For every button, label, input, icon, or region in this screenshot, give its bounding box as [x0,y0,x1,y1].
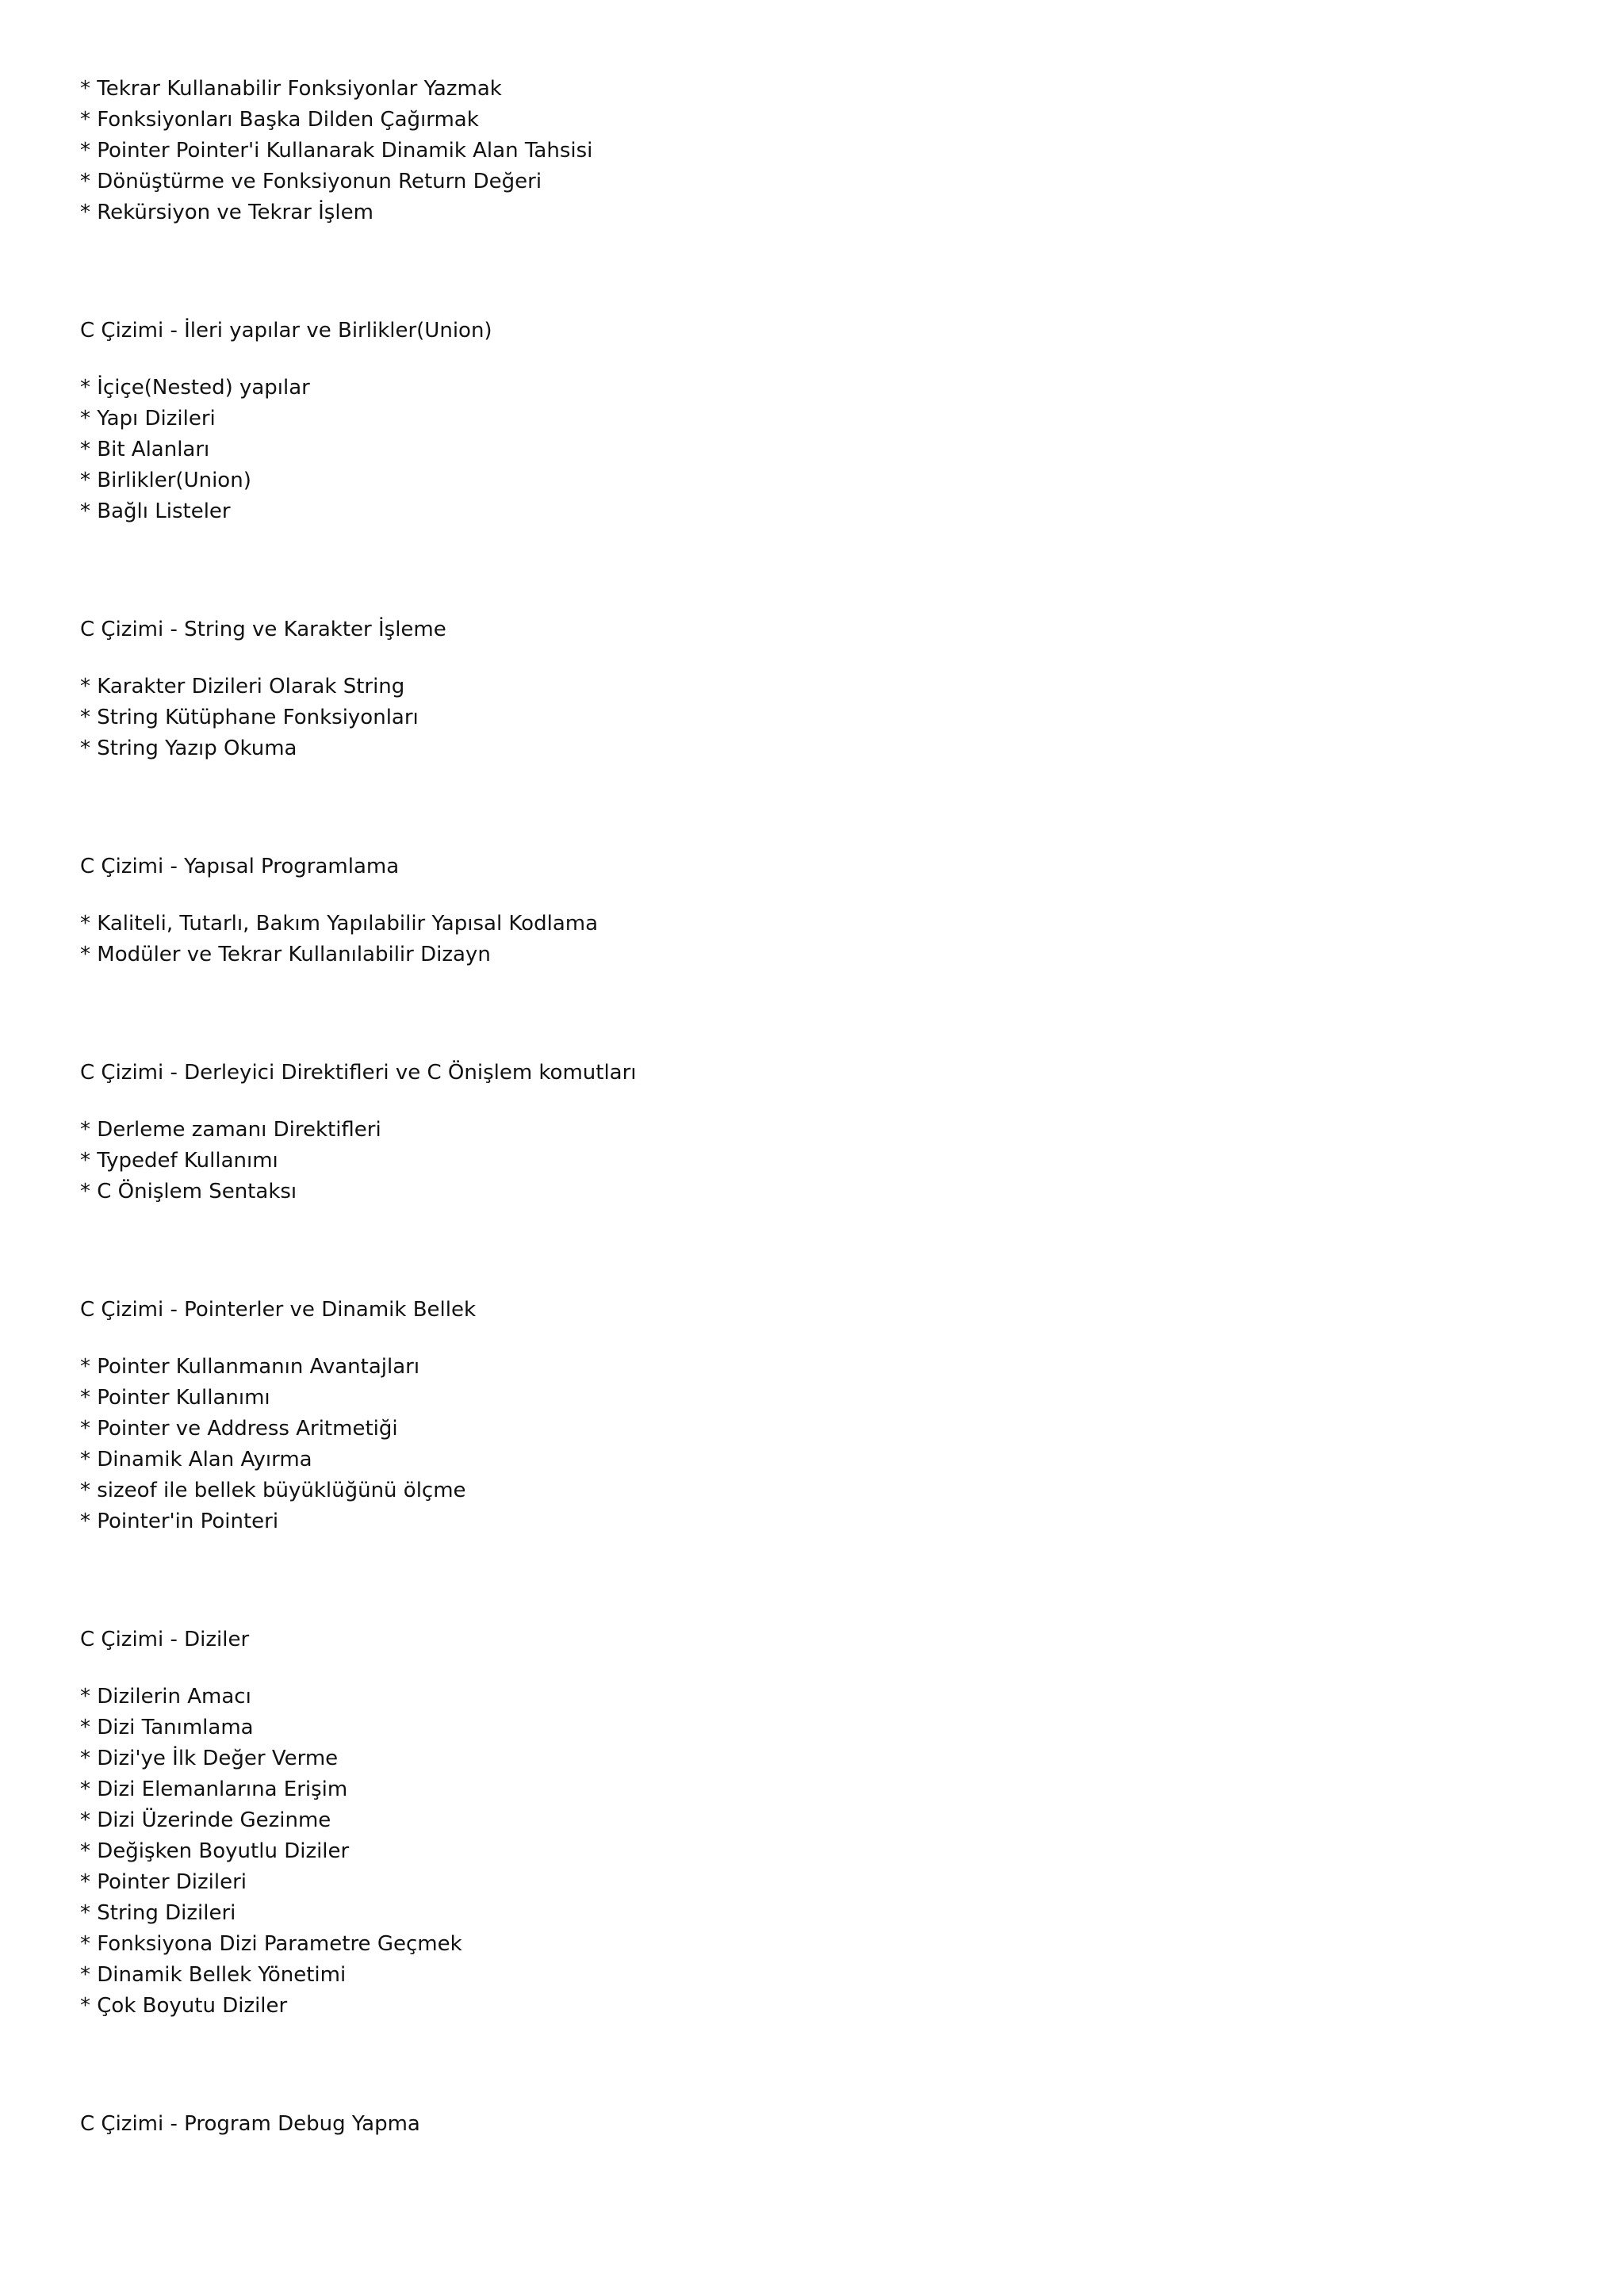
list-item: * Dönüştürme ve Fonksiyonun Return Değeri [80,170,542,193]
list-item: * Modüler ve Tekrar Kullanılabilir Dizayn [80,943,491,966]
list-item: * String Kütüphane Fonksiyonları [80,706,419,729]
section-debugging [80,2109,1547,2140]
list-item: * sizeof ile bellek büyüklüğünü ölçme [80,1479,466,1502]
section-structured-programming [80,851,1547,970]
list-item: * Dizi Tanımlama [80,1716,254,1739]
list-item: * String Yazıp Okuma [80,737,297,760]
list-item: * Dinamik Alan Ayırma [80,1448,312,1471]
list-item: * İçiçe(Nested) yapılar [80,376,310,400]
section-advanced-structures [80,316,1547,527]
list-item: * String Dizileri [80,1901,236,1925]
list-item: * Dizi Üzerinde Gezinme [80,1808,331,1832]
list-item: * Fonksiyonları Başka Dilden Çağırmak [80,108,479,132]
section-title: C Çizimi - İleri yapılar ve Birlikler(Union) [80,319,492,342]
list-item: * Çok Boyutu Diziler [80,1994,288,2018]
section-compiler-directives [80,1058,1547,1207]
list-item: * Bağlı Listeler [80,499,231,523]
list-item: * Dizi Elemanlarına Erişim [80,1777,348,1801]
section-title: C Çizimi - Program Debug Yapma [80,2112,420,2136]
list-item: * Derleme zamanı Direktifleri [80,1118,381,1142]
section-pointers [80,1295,1547,1537]
list-item: * Fonksiyona Dizi Parametre Geçmek [80,1932,462,1956]
section-title: C Çizimi - String ve Karakter İşleme [80,618,446,641]
list-item: * Rekürsiyon ve Tekrar İşlem [80,201,373,224]
list-item: * Bit Alanları [80,438,210,461]
list-item: * Karakter Dizileri Olarak String [80,675,405,698]
list-item: * Pointer Kullanımı [80,1386,270,1410]
section-title: C Çizimi - Yapısal Programlama [80,855,400,878]
section-arrays [80,1624,1547,2022]
section-title: C Çizimi - Pointerler ve Dinamik Bellek [80,1298,477,1322]
list-item: * Değişken Boyutlu Diziler [80,1839,350,1863]
list-item: * C Önişlem Sentaksı [80,1180,297,1203]
list-item: * Typedef Kullanımı [80,1149,278,1173]
list-item: * Pointer Kullanmanın Avantajları [80,1355,420,1379]
list-item: * Dinamik Bellek Yönetimi [80,1963,347,1987]
list-item: * Kaliteli, Tutarlı, Bakım Yapılabilir Yapısal Kodlama [80,912,599,936]
intro-list [80,74,1547,228]
list-item: * Yapı Dizileri [80,407,216,430]
list-item: * Pointer Pointer'i Kullanarak Dinamik Alan Tahsisi [80,139,593,163]
document-page [80,74,1547,2140]
section-title: C Çizimi - Diziler [80,1628,250,1651]
list-item: * Pointer Dizileri [80,1870,247,1894]
list-item: * Pointer ve Address Aritmetiği [80,1417,398,1441]
section-title: C Çizimi - Derleyici Direktifleri ve C Önişlem komutları [80,1061,637,1085]
list-item: * Tekrar Kullanabilir Fonksiyonlar Yazmak [80,77,502,101]
section-strings [80,614,1547,764]
list-item: * Dizilerin Amacı [80,1685,251,1709]
list-item: * Birlikler(Union) [80,469,251,492]
list-item: * Dizi'ye İlk Değer Verme [80,1747,339,1770]
list-item: * Pointer'in Pointeri [80,1510,279,1533]
